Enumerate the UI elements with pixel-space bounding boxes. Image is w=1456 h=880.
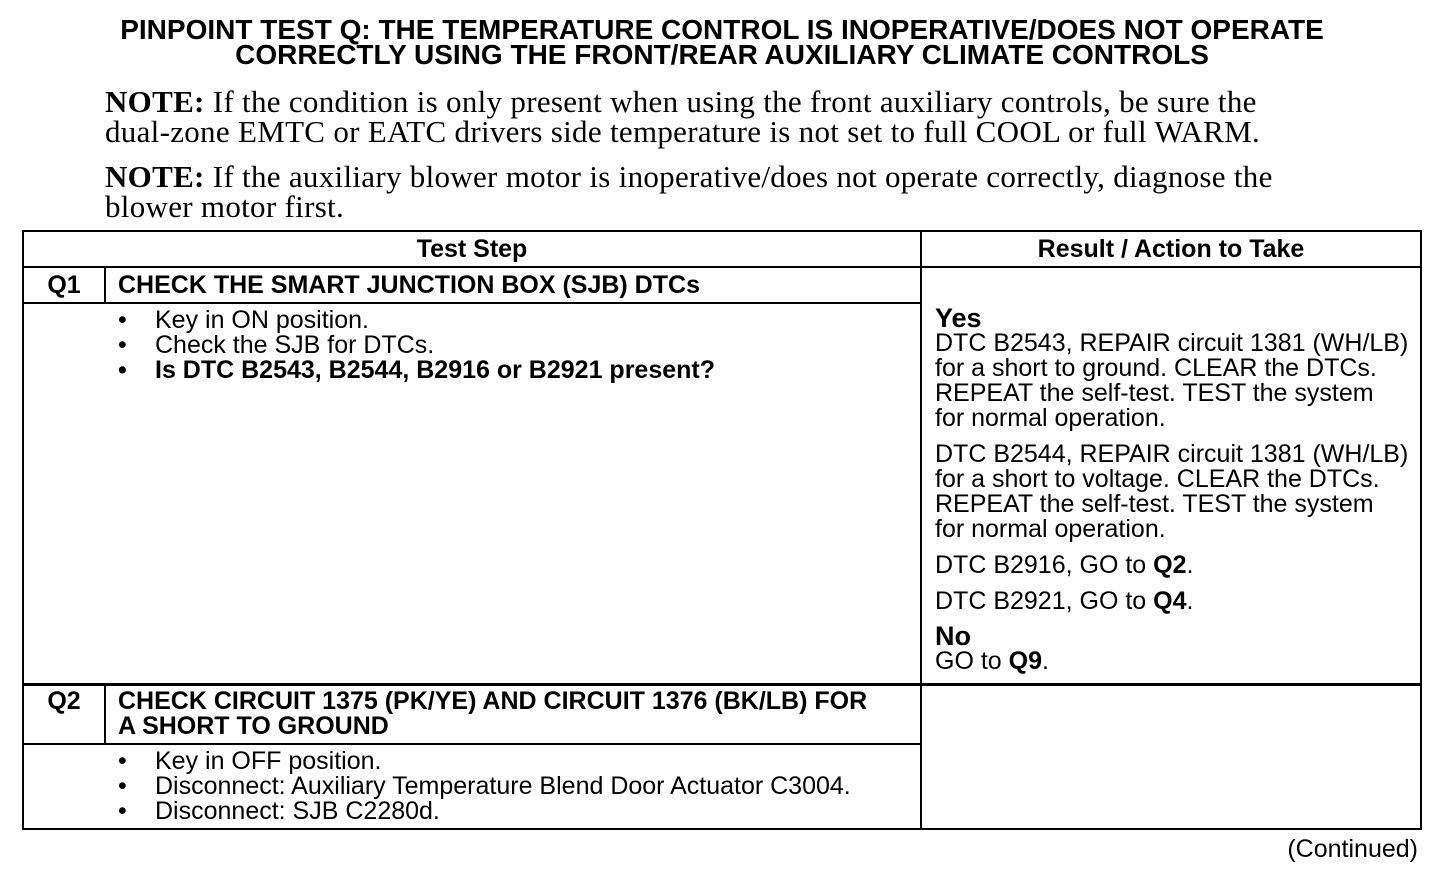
goto-end: . <box>1186 587 1194 615</box>
list-item: • Disconnect: SJB C2280d. <box>118 799 920 824</box>
page-title-line: CORRECTLY USING THE FRONT/REAR AUXILIARY CLIMATE CONTROLS <box>235 39 1209 70</box>
goto-text: DTC B2921, GO to <box>935 587 1154 615</box>
pinpoint-test-table <box>22 230 1422 830</box>
note-line: blower motor first. <box>105 189 345 224</box>
step-heading-line: CHECK CIRCUIT 1375 (PK/YE) AND CIRCUIT 1376 (BK/LB) FOR <box>118 687 868 715</box>
goto-step-ref: Q9 <box>1008 647 1042 675</box>
q1-result <box>922 268 1420 683</box>
goto-end: . <box>1186 551 1194 579</box>
result-line: for a short to voltage. CLEAR the DTCs. <box>935 465 1380 493</box>
list-item: • Disconnect: Auxiliary Temperature Blend Door Actuator C3004. <box>118 774 920 799</box>
q2-result <box>922 686 1420 828</box>
q2-step-number: Q2 <box>47 687 81 715</box>
note-line <box>105 159 1273 194</box>
page-title-line: PINPOINT TEST Q: THE TEMPERATURE CONTROL IS INOPERATIVE/DOES NOT OPERATE <box>120 14 1324 45</box>
yes-goto-b2916 <box>935 553 1420 578</box>
note-line: dual-zone EMTC or EATC drivers side temperature is not set to full COOL or full WARM. <box>105 114 1261 149</box>
header-result-action: Result / Action to Take <box>1037 235 1305 263</box>
list-item: • Check the SJB for DTCs. <box>118 333 920 358</box>
list-item-question: • Is DTC B2543, B2544, B2916 or B2921 present? <box>118 358 920 383</box>
list-item: • Key in OFF position. <box>118 749 920 774</box>
q1-step-number: Q1 <box>47 271 81 299</box>
no-action <box>935 649 1420 674</box>
note-blower-motor <box>105 159 1273 224</box>
no-label: No <box>935 621 971 651</box>
goto-text: DTC B2916, GO to <box>935 551 1154 579</box>
list-item: • Key in ON position. <box>118 308 920 333</box>
q1-step-list <box>118 308 920 383</box>
goto-step-ref: Q2 <box>1153 551 1187 579</box>
note-label: NOTE: <box>105 84 205 119</box>
note-label: NOTE: <box>105 159 205 194</box>
page-title <box>0 14 1444 70</box>
goto-end: . <box>1042 647 1049 675</box>
result-line: for a short to ground. CLEAR the DTCs. <box>935 354 1377 382</box>
goto-text: GO to <box>935 647 1009 675</box>
result-line: for normal operation. <box>935 515 1166 543</box>
result-line: DTC B2544, REPAIR circuit 1381 (WH/LB) <box>935 440 1409 468</box>
continued-marker: (Continued) <box>1287 835 1418 863</box>
goto-step-ref: Q4 <box>1153 587 1187 615</box>
q2-step-list <box>118 749 920 824</box>
note-text: If the auxiliary blower motor is inoperative/does not operate correctly, diagnose the <box>212 159 1273 194</box>
yes-goto-b2921 <box>935 589 1420 614</box>
note-text: If the condition is only present when using the front auxiliary controls, be sure the <box>212 84 1257 119</box>
q2-step-heading <box>106 686 920 743</box>
note-line <box>105 84 1260 119</box>
yes-label: Yes <box>935 303 982 333</box>
yes-action-b2543 <box>935 331 1420 431</box>
result-line: REPEAT the self-test. TEST the system <box>935 379 1374 407</box>
note-front-auxiliary-controls <box>105 84 1261 149</box>
q2-step-body <box>24 745 920 828</box>
step-heading-line: A SHORT TO GROUND <box>118 712 389 740</box>
yes-action-b2544 <box>935 442 1420 542</box>
q1-step-body <box>24 304 920 683</box>
result-line: REPEAT the self-test. TEST the system <box>935 490 1374 518</box>
result-line: DTC B2543, REPAIR circuit 1381 (WH/LB) <box>935 329 1409 357</box>
result-line: for normal operation. <box>935 404 1166 432</box>
header-test-step: Test Step <box>416 235 528 263</box>
q1-step-heading: CHECK THE SMART JUNCTION BOX (SJB) DTCs <box>118 271 700 299</box>
